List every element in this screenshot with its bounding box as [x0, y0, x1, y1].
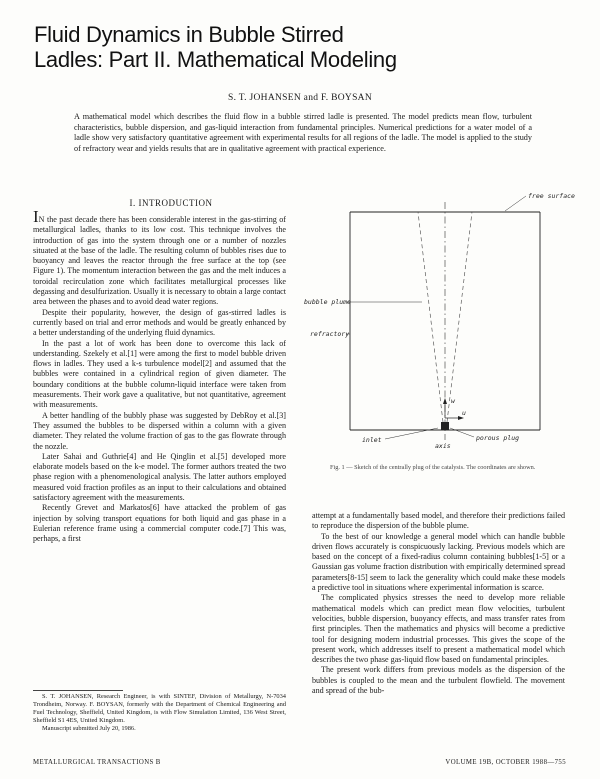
label-porous-plug: porous plug: [476, 434, 520, 442]
figure-caption: Fig. 1 — Sketch of the centrally plug of the catalysis. The coordinates are shown.: [330, 464, 536, 471]
right-paragraph-1: attempt at a fundamentally based model, and therefore their predictions failed to reproduce the dispersion of the bubble plume.: [312, 511, 565, 531]
label-w: w: [451, 397, 455, 405]
intro-paragraph-2: Despite their popularity, however, the design of gas-stirred ladles is currently based on trial and error methods and would be greatly enhanced by a better understanding of the underlying fluid dynamics.: [33, 307, 286, 338]
intro-paragraph-3: In the past a lot of work has been done to overcome this lack of understanding. Szekely et al.[1] were among the first to model bubble driven flows in ladles. They used a k-s turbulence model[2] and assumed that the bubbles were contained in a cylindrical region of given diameter. The boundary conditions at the bubble column-liquid interface were taken from measurements. Their work gave a qualitative, but not quantitative, agreement with measurements.: [33, 338, 286, 410]
label-free-surface: free surface: [528, 192, 575, 200]
right-column: [312, 511, 565, 696]
label-axis: axis: [435, 442, 451, 450]
intro-paragraph-1-text: N the past decade there has been considerable interest in the gas-stirring of metallurgical ladles, thanks to its low cost. This technique involves the introduction of gas into the system through one or a number of nozzles situated at the base of the ladle. The resulting column of bubbles rises due to buoyancy and leaves the reactor through the free surface at the top (see Figure 1). The momentum interaction between the gas and the melt induces a toroidal recirculation zone which facilitates metallurgical processes like degassing and desulfurization. Usually it is necessary to obtain a large contact area between the phases and to avoid dead water regions.: [33, 215, 286, 307]
intro-paragraph-6: Recently Grevet and Markatos[6] have attacked the problem of gas injection by solving transport equations for both liquid and gas phase in a Eulerian reference frame using a commercial computer code.[7] This was, perhaps, a first: [33, 503, 286, 544]
label-bubble-plume: bubble plume: [304, 298, 351, 306]
journal-name: METALLURGICAL TRANSACTIONS B: [33, 759, 161, 766]
ladle-figure: [300, 190, 580, 460]
plume-right-edge: [447, 212, 472, 422]
left-column: [33, 207, 286, 545]
volume-page-info: VOLUME 19B, OCTOBER 1988—755: [445, 759, 566, 766]
authors: S. T. JOHANSEN and F. BOYSAN: [228, 93, 372, 103]
title-line-1: Fluid Dynamics in Bubble Stirred: [34, 22, 344, 47]
intro-paragraph-4: A better handling of the bubbly phase was suggested by DebRoy et al.[3] They assumed the bubbles to be dispersed within a column with a given diameter. They related the volume fraction of gas to the gas flowrate through the nozzle.: [33, 410, 286, 451]
porous-plug-mark: [441, 422, 449, 430]
footnote-affiliation: S. T. JOHANSEN, Research Engineer, is with SINTEF, Division of Metallurgy, N-7034 Trondheim, Norway. F. BOYSAN, formerly with the Department of Chemical Engineering and Fuel Technology, Sheffield, United Kingdom, is with Flow Simulation Limited, 136 West Street, Sheffield S1 4ES, United Kingdom.: [33, 693, 286, 724]
intro-paragraph-1: [33, 207, 286, 308]
free-surface-leader: [505, 196, 526, 211]
drop-cap: I: [33, 207, 39, 226]
right-paragraph-2: To the best of our knowledge a general model which can handle bubble driven flows accurately is conspicuously lacking. Previous models which are based on the concept of a fixed-radius column containing bubbles[1-5] or a Gaussian gas volume fraction distribution with empirically determined spread parameters[8-15] seem to lack the generality which could make these models a predictive tool in situations where experimental information is scarce.: [312, 531, 565, 593]
label-refractory: refractory: [310, 330, 350, 338]
label-u: u: [462, 409, 466, 417]
section-heading: I. INTRODUCTION: [129, 198, 213, 208]
plume-left-edge: [418, 212, 443, 422]
footnote-submitted: Manuscript submitted July 20, 1986.: [42, 725, 136, 732]
intro-paragraph-5: Later Sahai and Guthrie[4] and He Qinglin et al.[5] developed more elaborate models based on the k-e model. The former authors treated the two phase region with a phenomenological analysis. The latter authors employed measured void fraction profiles as an input to their calculations and obtained satisfactory agreement with the measurements.: [33, 451, 286, 503]
abstract: A mathematical model which describes the fluid flow in a bubble stirred ladle is presented. The model predicts mean flow, turbulent characteristics, bubble dispersion, and gas-liquid interaction from fundamental principles. Numerical predictions for a water model of a ladle show very satisfactory quantitative agreement with experimental results for all regions of the ladle. The model is applied to the study of refractory wear and yields results that are in qualitative agreement with practical experience.: [74, 112, 532, 153]
footnote: [33, 693, 286, 733]
w-arrowhead: [443, 398, 447, 404]
porous-plug-leader: [450, 428, 474, 437]
paper-title: [34, 22, 514, 72]
right-paragraph-4: The present work differs from previous models as the dispersion of the bubbles is coupled to the mean and the turbulent flowfield. The movement and spread of the bub-: [312, 665, 565, 696]
right-paragraph-3: The complicated physics stresses the need to develop more reliable mathematical models which can predict mean flow velocities, turbulent velocities, bubble dispersion, buoyancy effects, and mass transfer rates from first principles. Then the mathematics and physics will become a predictive tool for designing modern industrial processes. This gives the scope of the present work, which addresses itself to present a mathematical model which describes the two phase gas-liquid flow based on fundamental principles.: [312, 593, 565, 665]
label-inlet: inlet: [362, 436, 382, 444]
footnote-divider: [33, 690, 123, 691]
title-line-2: Ladles: Part II. Mathematical Modeling: [34, 47, 397, 72]
